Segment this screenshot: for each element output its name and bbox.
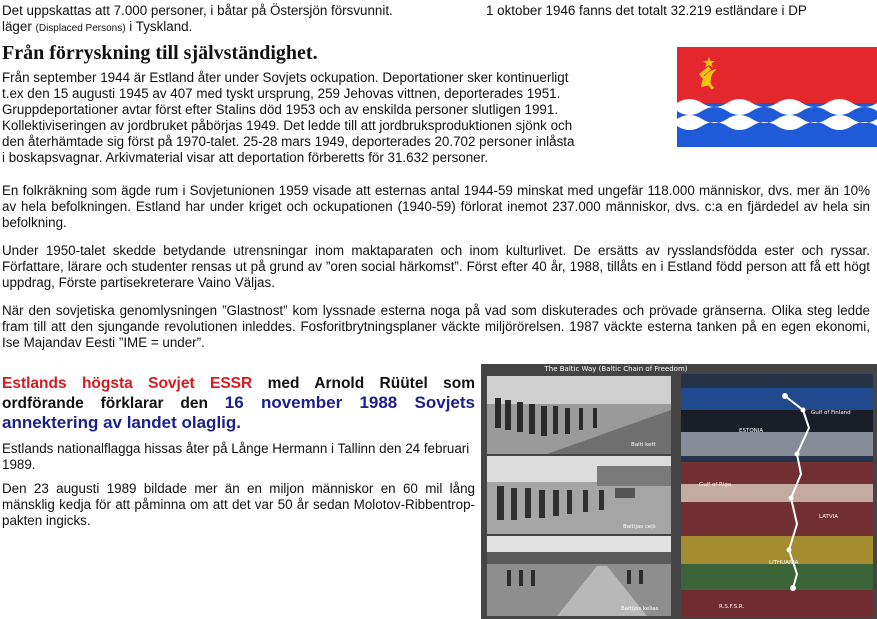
map-label: R.S.F.S.R. bbox=[719, 604, 745, 610]
paragraph-census: En folkräkning som ägde rum i Sovjetunionen 1959 visade att esternas antal 1944-59 minskat med ungefär 118.000 människor, dvs. mer än 10% av hela befolkningen. Estland har under kriget och ockupationen (1940-59) förlorat inemot 237.000 människor, dvs. c:a en fjärdedel av hela sin befolkning. bbox=[2, 183, 870, 231]
map-label: Gulf of Finland bbox=[811, 410, 851, 416]
p1-line: t.ex den 15 augusti 1945 av 407 med tyskt ursprung, 259 Jehovas vittnen, deporterades 1951. bbox=[2, 86, 561, 101]
photo-caption: Balti kett bbox=[631, 442, 656, 448]
annexation-text: 16 november 1988 Sovjets annektering av landet olaglig. bbox=[2, 393, 475, 432]
baltic-way-image bbox=[481, 364, 877, 619]
p1-line: Gruppdeportationer avtar först efter Stalins död 1953 och av enskilda personer slutligen 1991. bbox=[2, 102, 559, 117]
photo-caption: Baltijas ceļš bbox=[623, 524, 656, 530]
estonian-ssr-flag-image bbox=[677, 47, 877, 147]
baltic-way-title: The Baltic Way (Baltic Chain of Freedom) bbox=[544, 365, 688, 373]
intro-left: Det uppskattas att 7.000 personer, i båtar på Östersjön försvunnit. bbox=[2, 3, 393, 18]
p1-line: Från september 1944 är Estland åter under Sovjets ockupation. Deportationer sker kontinuerligt bbox=[2, 70, 569, 85]
section-heading: Från förryskning till självständighet. bbox=[2, 42, 318, 64]
photo-lithuania bbox=[487, 536, 671, 616]
photo-latvia bbox=[487, 456, 671, 534]
p1-line: den återhämtade sig först på 1970-talet. 25-28 mars 1949, deporterades 20.702 personer inlåsta bbox=[2, 134, 575, 149]
essr-text: Estlands högsta Sovjet ESSR bbox=[2, 375, 253, 392]
annexation-paragraph bbox=[2, 374, 475, 433]
photo-caption: Baltijos kelias bbox=[621, 606, 659, 612]
paragraph-glasnost: När den sovjetiska genomlysningen ”Glastnost” kom lyssnade esterna noga på vad som diskuterades och prövade gränserna. Olika steg ledde fram till att den sjungande revolutionen inleddes. Fosforitbrytningsplaner väckte miljörörelsen. 1987 väckte esterna tanken på en egen ekonomi, Ise Majandav Eesti ”IME = under”. bbox=[2, 303, 870, 351]
intro-line bbox=[2, 3, 877, 19]
chair-text: med Arnold Rüütel som ordförande förklarar den bbox=[2, 375, 475, 412]
paragraph-purges: Under 1950-talet skedde betydande utrensningar inom maktaparaten och inom kulturlivet. De ersätts av rysslandsfödda ester och ryssar. Författare, lärare och studenter rensas ut på grund av ”oren social härkomst”. Först efter 40 år, 1988, tillåts en i Estland född person att få ett högt uppdrag, Förste partisekreterare Vaino Väljas. bbox=[2, 243, 870, 291]
map-label: LATVIA bbox=[819, 514, 839, 520]
intro-text-end: i Tyskland. bbox=[129, 19, 193, 34]
intro-line-2 bbox=[2, 19, 192, 37]
flag-raising-paragraph: Estlands nationalflagga hissas åter på Långe Hermann i Tallinn den 24 februari 1989. bbox=[2, 441, 470, 473]
intro-text: läger bbox=[2, 19, 32, 34]
p1-line: i boskapsvagnar. Arkivmaterial visar att deportation förberetts för 31.632 personer. bbox=[2, 150, 489, 165]
map-label: Gulf of Riga bbox=[699, 482, 732, 488]
map-label: ESTONIA bbox=[739, 428, 764, 434]
map-label: LITHUANIA bbox=[769, 560, 799, 566]
intro-right: 1 oktober 1946 fanns det totalt 32.219 estländare i DP bbox=[486, 3, 807, 18]
baltic-chain-paragraph: Den 23 augusti 1989 bildade mer än en miljon människor en 60 mil lång mänsklig kedja för att påminna om att det var 50 år sedan Molotov-Ribbentrop-pakten ingicks. bbox=[2, 481, 475, 529]
intro-paren: (Displaced Persons) bbox=[35, 23, 126, 34]
p1-line: Kollektiviseringen av jordbruket påbörjas 1949. Det ledde till att jordbruksproduktionen sjönk och bbox=[2, 118, 573, 133]
